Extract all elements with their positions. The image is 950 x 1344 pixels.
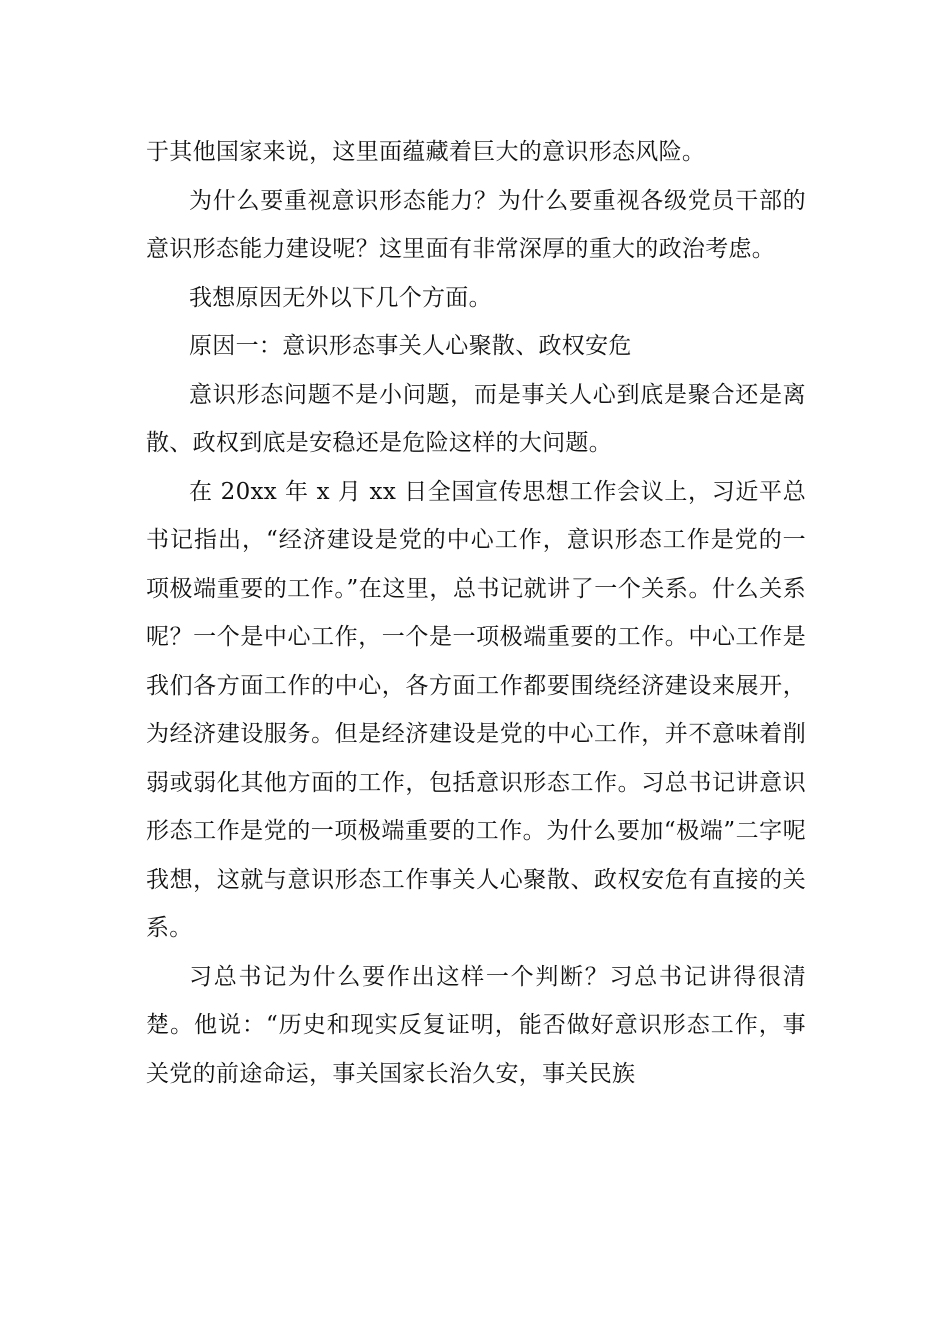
paragraph-judgement: 习总书记为什么要作出这样一个判断？习总书记讲得很清楚。他说：“历史和现实反复证明，能否做好意识形态工作，事关党的前途命运，事关国家长治久安，事关民族	[146, 963, 806, 1087]
document-body	[146, 128, 806, 1098]
paragraph-why-ideology-capability: 为什么要重视意识形态能力？为什么要重视各级党员干部的意识形态能力建设呢？这里面有非常深厚的重大的政治考虑。	[146, 187, 806, 262]
paragraph-reasons-intro: 我想原因无外以下几个方面。	[189, 284, 492, 311]
paragraph-continuation: 于其他国家来说，这里面蕴藏着巨大的意识形态风险。	[146, 139, 706, 165]
section-heading-reason-one: 原因一：意识形态事关人心聚散、政权安危	[189, 333, 632, 359]
paragraph-conference-quote: 在 20xx 年 x 月 xx 日全国宣传思想工作会议上，习近平总书记指出，“经济建设是党的中心工作，意识形态工作是党的一项极端重要的工作。”在这里，总书记就讲了一个关系。什么关系呢？一个是中心工作，一个是一项极端重要的工作。中心工作是我们各方面工作的中心，各方面工作都要围绕经济建设来展开，为经济建设服务。但是经济建设是党的中心工作，并不意味着削弱或弱化其他方面的工作，包括意识形态工作。习总书记讲意识形态工作是党的一项极端重要的工作。为什么要加“极端”二字呢我想，这就与意识形态工作事关人心聚散、政权安危有直接的关系。	[146, 478, 806, 941]
paragraph-not-small-issue: 意识形态问题不是小问题，而是事关人心到底是聚合还是离散、政权到底是安稳还是危险这样的大问题。	[146, 381, 806, 456]
